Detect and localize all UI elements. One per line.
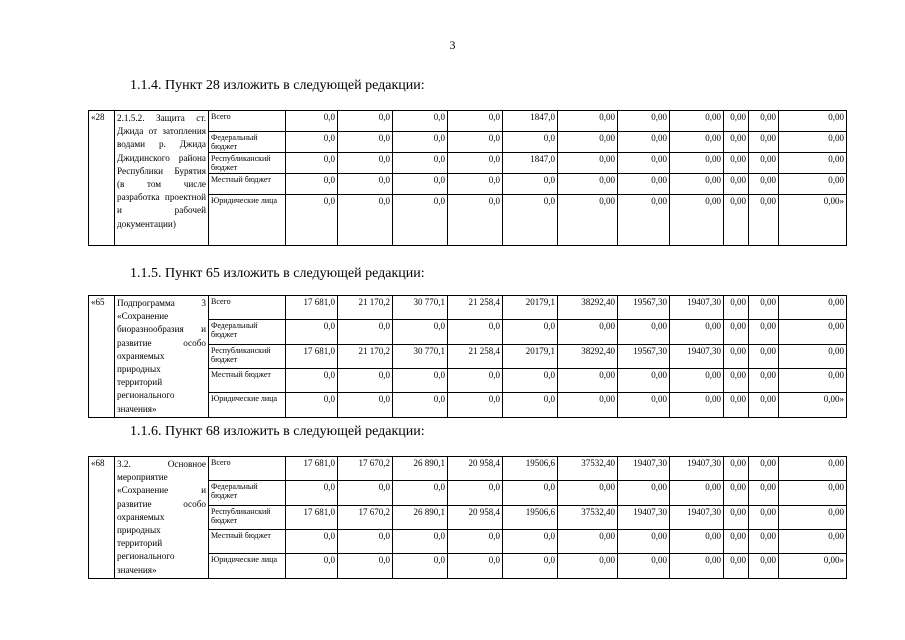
value-cell: 0,00 xyxy=(779,344,847,368)
value-cell: 17 681,0 xyxy=(286,296,338,320)
value-cell: 0,0 xyxy=(503,195,558,246)
value-cell: 0,0 xyxy=(448,174,503,195)
table-row xyxy=(89,457,847,481)
table-row xyxy=(89,111,847,132)
value-cell: 0,00 xyxy=(558,554,618,578)
value-cell: 38292,40 xyxy=(558,344,618,368)
value-cell: 0,0 xyxy=(393,153,448,174)
value-cell: 0,0 xyxy=(448,111,503,132)
value-cell: 1847,0 xyxy=(503,111,558,132)
value-cell: 0,0 xyxy=(448,320,503,344)
value-cell: 0,0 xyxy=(448,369,503,393)
value-cell: 0,0 xyxy=(393,481,448,505)
value-cell: 0,0 xyxy=(448,132,503,153)
row-description: Подпрограмма 3 «Сохранение биоразнообразия и развитие особо охраняемых природных территорий регионального значения» xyxy=(115,296,209,418)
value-cell: 0,00 xyxy=(779,174,847,195)
row-number: «68 xyxy=(89,457,115,579)
value-cell: 21 170,2 xyxy=(338,296,393,320)
funding-source: Федеральный бюджет xyxy=(209,481,286,505)
section-heading-28: 1.1.4. Пункт 28 изложить в следующей редакции: xyxy=(130,78,425,93)
value-cell: 0,0 xyxy=(286,481,338,505)
value-cell: 0,00 xyxy=(558,393,618,417)
section-heading-65: 1.1.5. Пункт 65 изложить в следующей редакции: xyxy=(130,266,425,281)
value-cell: 0,00 xyxy=(749,132,779,153)
value-cell: 0,0 xyxy=(448,393,503,417)
row-description: 3.2. Основное мероприятие «Сохранение и развитие особо охраняемых природных территорий регионального значения» xyxy=(115,457,209,579)
value-cell: 0,0 xyxy=(503,320,558,344)
value-cell: 38292,40 xyxy=(558,296,618,320)
value-cell: 0,00 xyxy=(670,369,724,393)
value-cell: 0,0 xyxy=(338,153,393,174)
value-cell: 0,00 xyxy=(724,505,749,529)
value-cell: 0,00 xyxy=(724,132,749,153)
value-cell: 20179,1 xyxy=(503,296,558,320)
page-number: 3 xyxy=(449,38,456,52)
funding-source: Всего xyxy=(209,111,286,132)
funding-source: Всего xyxy=(209,296,286,320)
value-cell: 0,00 xyxy=(749,481,779,505)
value-cell: 17 670,2 xyxy=(338,457,393,481)
value-cell: 0,0 xyxy=(503,393,558,417)
value-cell: 0,0 xyxy=(338,481,393,505)
value-cell: 0,0 xyxy=(448,481,503,505)
value-cell: 0,00 xyxy=(670,174,724,195)
value-cell: 0,00 xyxy=(670,195,724,246)
value-cell: 0,0 xyxy=(286,530,338,554)
value-cell: 0,00 xyxy=(558,369,618,393)
value-cell: 0,0 xyxy=(393,174,448,195)
table-row xyxy=(89,296,847,320)
value-cell: 0,00» xyxy=(779,554,847,578)
value-cell: 1847,0 xyxy=(503,153,558,174)
value-cell: 0,00 xyxy=(724,481,749,505)
value-cell: 0,0 xyxy=(448,153,503,174)
value-cell: 26 890,1 xyxy=(393,457,448,481)
value-cell: 26 890,1 xyxy=(393,505,448,529)
value-cell: 19407,30 xyxy=(670,344,724,368)
value-cell: 0,0 xyxy=(286,111,338,132)
value-cell: 0,00 xyxy=(618,174,670,195)
funding-source: Юридические лица xyxy=(209,195,286,246)
value-cell: 17 681,0 xyxy=(286,344,338,368)
value-cell: 0,0 xyxy=(286,132,338,153)
value-cell: 0,0 xyxy=(393,320,448,344)
value-cell: 0,00 xyxy=(618,554,670,578)
value-cell: 0,00 xyxy=(724,393,749,417)
value-cell: 0,00 xyxy=(749,554,779,578)
value-cell: 0,0 xyxy=(338,195,393,246)
value-cell: 0,0 xyxy=(338,369,393,393)
value-cell: 0,00 xyxy=(618,132,670,153)
funding-source: Всего xyxy=(209,457,286,481)
value-cell: 0,0 xyxy=(286,174,338,195)
value-cell: 0,00 xyxy=(724,111,749,132)
section-heading-68: 1.1.6. Пункт 68 изложить в следующей редакции: xyxy=(130,424,425,439)
value-cell: 0,00 xyxy=(618,195,670,246)
funding-source: Местный бюджет xyxy=(209,369,286,393)
value-cell: 0,00 xyxy=(724,369,749,393)
value-cell: 30 770,1 xyxy=(393,344,448,368)
value-cell: 0,00 xyxy=(724,457,749,481)
value-cell: 0,00 xyxy=(779,132,847,153)
value-cell: 0,0 xyxy=(448,195,503,246)
value-cell: 20179,1 xyxy=(503,344,558,368)
value-cell: 0,0 xyxy=(286,369,338,393)
value-cell: 0,00 xyxy=(558,174,618,195)
funding-source: Республиканский бюджет xyxy=(209,344,286,368)
value-cell: 0,00 xyxy=(670,554,724,578)
amendment-table-65 xyxy=(88,295,847,418)
value-cell: 0,00 xyxy=(749,195,779,246)
value-cell: 0,00 xyxy=(558,530,618,554)
value-cell: 0,00 xyxy=(670,530,724,554)
value-cell: 0,0 xyxy=(393,530,448,554)
value-cell: 0,00 xyxy=(558,481,618,505)
value-cell: 0,0 xyxy=(393,111,448,132)
value-cell: 0,00 xyxy=(749,457,779,481)
value-cell: 37532,40 xyxy=(558,457,618,481)
value-cell: 0,0 xyxy=(338,530,393,554)
funding-source: Местный бюджет xyxy=(209,530,286,554)
value-cell: 0,00 xyxy=(558,195,618,246)
value-cell: 0,00 xyxy=(749,174,779,195)
value-cell: 0,00 xyxy=(618,111,670,132)
value-cell: 0,0 xyxy=(503,481,558,505)
value-cell: 0,00 xyxy=(749,153,779,174)
value-cell: 0,00 xyxy=(779,111,847,132)
value-cell: 0,00 xyxy=(670,320,724,344)
value-cell: 0,00 xyxy=(724,153,749,174)
amendment-table-68 xyxy=(88,456,847,579)
value-cell: 0,00 xyxy=(558,111,618,132)
value-cell: 0,00 xyxy=(749,320,779,344)
value-cell: 0,0 xyxy=(286,153,338,174)
value-cell: 0,00 xyxy=(779,320,847,344)
value-cell: 17 681,0 xyxy=(286,457,338,481)
value-cell: 19506,6 xyxy=(503,457,558,481)
value-cell: 0,00 xyxy=(618,153,670,174)
value-cell: 0,0 xyxy=(286,320,338,344)
value-cell: 0,0 xyxy=(393,369,448,393)
value-cell: 37532,40 xyxy=(558,505,618,529)
value-cell: 30 770,1 xyxy=(393,296,448,320)
amendment-table-28 xyxy=(88,110,847,246)
value-cell: 0,00 xyxy=(779,369,847,393)
value-cell: 0,00 xyxy=(724,195,749,246)
value-cell: 0,0 xyxy=(448,554,503,578)
value-cell: 0,00 xyxy=(670,153,724,174)
value-cell: 21 258,4 xyxy=(448,344,503,368)
value-cell: 19567,30 xyxy=(618,296,670,320)
funding-source: Федеральный бюджет xyxy=(209,320,286,344)
value-cell: 0,00» xyxy=(779,195,847,246)
value-cell: 0,00» xyxy=(779,393,847,417)
funding-source: Юридические лица xyxy=(209,393,286,417)
funding-source: Юридические лица xyxy=(209,554,286,578)
value-cell: 0,00 xyxy=(749,344,779,368)
row-description: 2.1.5.2. Защита ст. Джида от затопления водами р. Джида Джидинского района Республики Бурятия (в том числе разработка проектной и рабочей документации) xyxy=(115,111,209,246)
value-cell: 0,0 xyxy=(448,530,503,554)
value-cell: 0,00 xyxy=(670,132,724,153)
value-cell: 0,00 xyxy=(618,320,670,344)
value-cell: 19407,30 xyxy=(618,457,670,481)
value-cell: 20 958,4 xyxy=(448,505,503,529)
value-cell: 0,0 xyxy=(338,554,393,578)
value-cell: 19407,30 xyxy=(670,296,724,320)
value-cell: 0,00 xyxy=(724,320,749,344)
value-cell: 0,00 xyxy=(779,153,847,174)
value-cell: 19407,30 xyxy=(618,505,670,529)
value-cell: 0,00 xyxy=(618,481,670,505)
value-cell: 0,0 xyxy=(393,132,448,153)
value-cell: 0,00 xyxy=(779,481,847,505)
value-cell: 0,00 xyxy=(779,505,847,529)
value-cell: 0,00 xyxy=(749,369,779,393)
value-cell: 0,0 xyxy=(338,132,393,153)
row-number: «28 xyxy=(89,111,115,246)
value-cell: 0,00 xyxy=(749,505,779,529)
value-cell: 19567,30 xyxy=(618,344,670,368)
value-cell: 20 958,4 xyxy=(448,457,503,481)
value-cell: 0,00 xyxy=(779,457,847,481)
value-cell: 19407,30 xyxy=(670,505,724,529)
value-cell: 0,0 xyxy=(503,554,558,578)
value-cell: 0,0 xyxy=(503,174,558,195)
value-cell: 0,00 xyxy=(618,530,670,554)
value-cell: 0,00 xyxy=(724,296,749,320)
funding-source: Республиканский бюджет xyxy=(209,505,286,529)
funding-source: Местный бюджет xyxy=(209,174,286,195)
value-cell: 0,00 xyxy=(670,111,724,132)
value-cell: 0,0 xyxy=(286,554,338,578)
value-cell: 0,00 xyxy=(724,530,749,554)
value-cell: 0,00 xyxy=(618,393,670,417)
value-cell: 0,00 xyxy=(749,296,779,320)
funding-source: Федеральный бюджет xyxy=(209,132,286,153)
value-cell: 0,0 xyxy=(393,554,448,578)
value-cell: 0,00 xyxy=(558,153,618,174)
value-cell: 0,0 xyxy=(503,530,558,554)
value-cell: 0,0 xyxy=(338,393,393,417)
value-cell: 0,00 xyxy=(724,174,749,195)
value-cell: 0,0 xyxy=(338,320,393,344)
value-cell: 0,00 xyxy=(724,344,749,368)
value-cell: 0,00 xyxy=(558,132,618,153)
value-cell: 0,00 xyxy=(779,296,847,320)
value-cell: 0,00 xyxy=(670,393,724,417)
value-cell: 19407,30 xyxy=(670,457,724,481)
value-cell: 0,00 xyxy=(724,554,749,578)
value-cell: 0,00 xyxy=(618,369,670,393)
value-cell: 21 258,4 xyxy=(448,296,503,320)
value-cell: 0,00 xyxy=(749,530,779,554)
value-cell: 17 681,0 xyxy=(286,505,338,529)
value-cell: 0,00 xyxy=(749,111,779,132)
value-cell: 17 670,2 xyxy=(338,505,393,529)
value-cell: 0,0 xyxy=(338,174,393,195)
value-cell: 0,0 xyxy=(286,195,338,246)
value-cell: 0,0 xyxy=(503,369,558,393)
value-cell: 0,0 xyxy=(503,132,558,153)
funding-source: Республиканский бюджет xyxy=(209,153,286,174)
value-cell: 0,0 xyxy=(393,393,448,417)
value-cell: 0,0 xyxy=(286,393,338,417)
value-cell: 0,00 xyxy=(558,320,618,344)
value-cell: 0,00 xyxy=(779,530,847,554)
value-cell: 0,00 xyxy=(670,481,724,505)
value-cell: 0,0 xyxy=(393,195,448,246)
value-cell: 21 170,2 xyxy=(338,344,393,368)
value-cell: 0,0 xyxy=(338,111,393,132)
row-number: «65 xyxy=(89,296,115,418)
value-cell: 0,00 xyxy=(749,393,779,417)
value-cell: 19506,6 xyxy=(503,505,558,529)
